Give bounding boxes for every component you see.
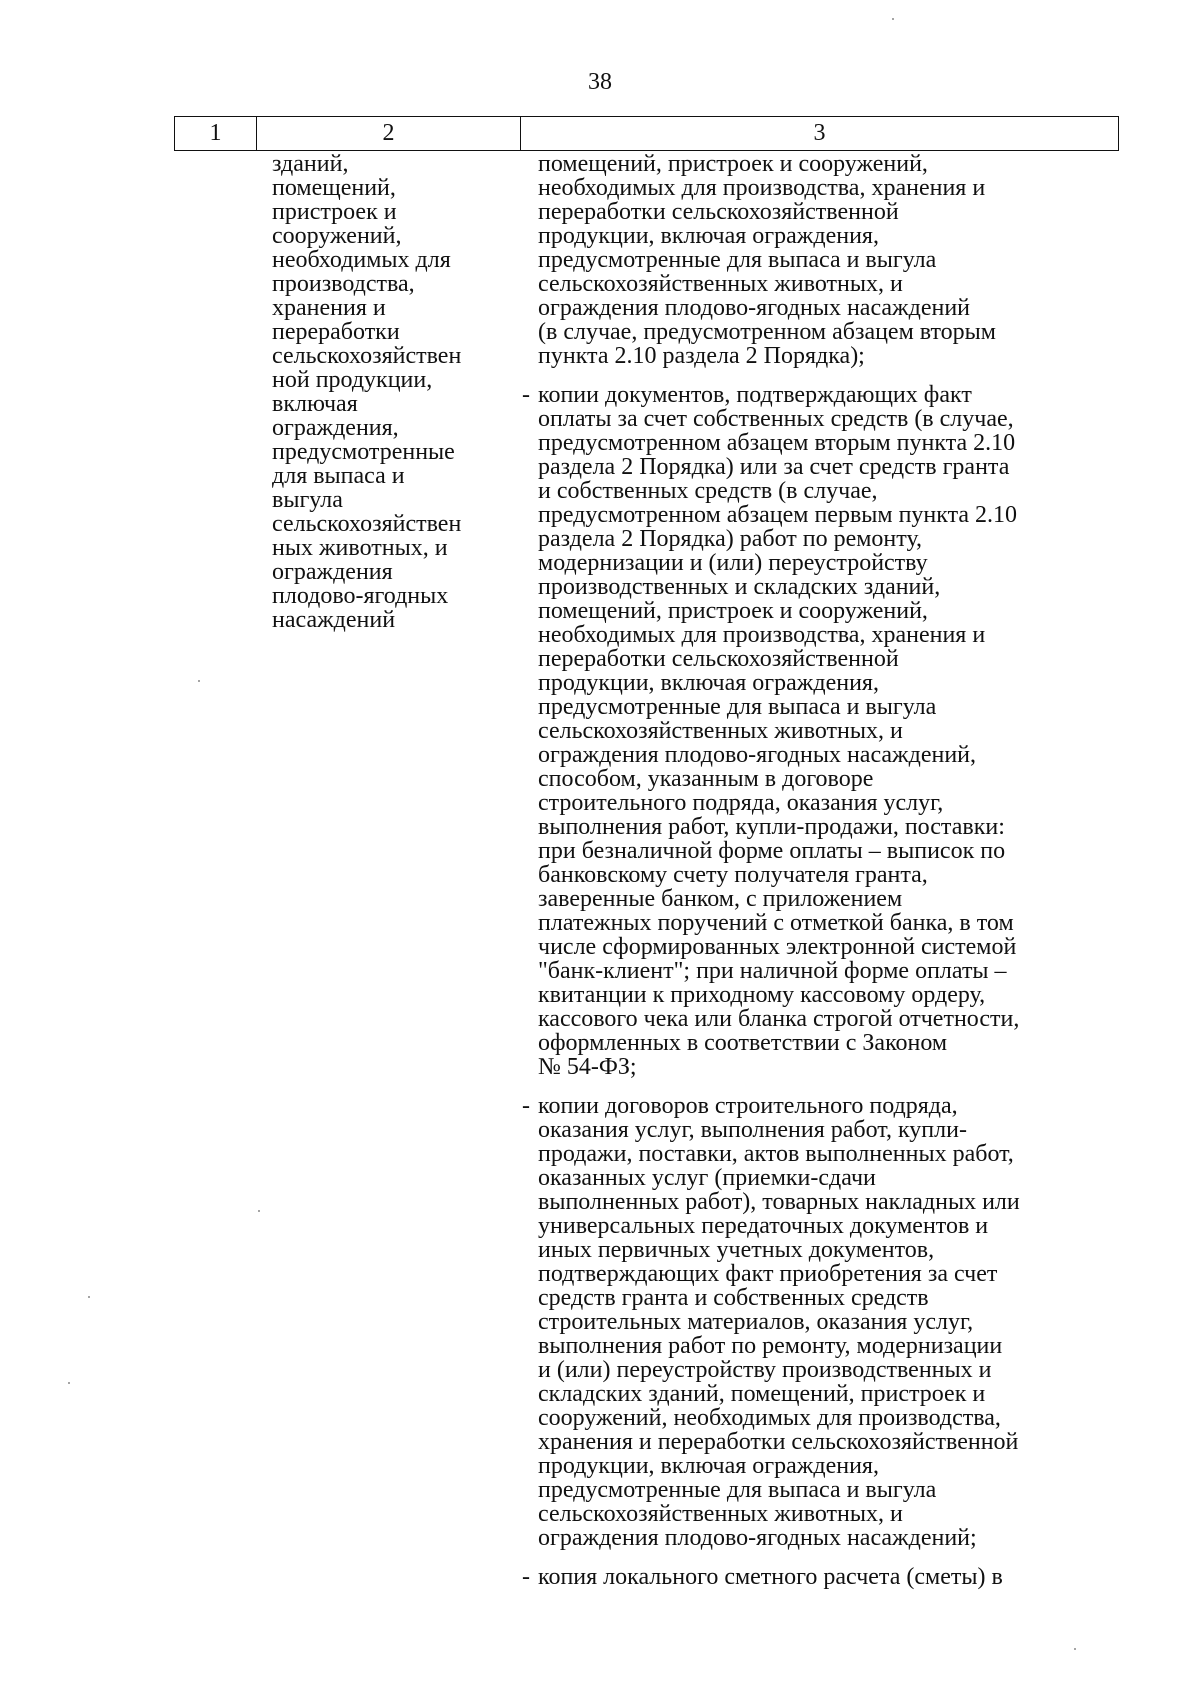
column3-line: оформленных в соответствии с Законом bbox=[538, 1030, 948, 1056]
column3-line: подтверждающих факт приобретения за счет bbox=[538, 1261, 998, 1287]
column3-paragraph-1 bbox=[522, 152, 1122, 368]
column3-line: переработки сельскохозяйственной bbox=[538, 199, 899, 225]
column3-line: ограждения плодово-ягодных насаждений, bbox=[538, 742, 977, 768]
column3-line: продукции, включая ограждения, bbox=[538, 670, 879, 696]
column2-line: сельскохозяйствен bbox=[272, 343, 462, 369]
column2-line: включая bbox=[272, 391, 358, 417]
column3-line: оказанных услуг (приемки-сдачи bbox=[538, 1165, 876, 1191]
column3-line: способом, указанным в договоре bbox=[538, 766, 874, 792]
column3-line: при безналичной форме оплаты – выписок по bbox=[538, 838, 1006, 864]
column3-line: предусмотренные для выпаса и выгула bbox=[538, 1477, 937, 1503]
column2-line: предусмотренные bbox=[272, 439, 455, 465]
column3-line: выполненных работ), товарных накладных или bbox=[538, 1189, 1020, 1215]
column3-line: и собственных средств (в случае, bbox=[538, 478, 878, 504]
column2-line: помещений, bbox=[272, 175, 396, 201]
scan-speck bbox=[892, 18, 894, 20]
column3-line: копия локального сметного расчета (сметы) в bbox=[538, 1564, 1003, 1590]
column3-line: строительных материалов, оказания услуг, bbox=[538, 1309, 974, 1335]
column3-line: иных первичных учетных документов, bbox=[538, 1237, 935, 1263]
column3-line: строительного подряда, оказания услуг, bbox=[538, 790, 944, 816]
scan-speck bbox=[258, 1210, 260, 1212]
column3-line: числе сформированных электронной системой bbox=[538, 934, 1017, 960]
column3-line: и (или) переустройству производственных и bbox=[538, 1357, 992, 1383]
column3-line: оказания услуг, выполнения работ, купли- bbox=[538, 1117, 967, 1143]
column3-line: сельскохозяйственных животных, и bbox=[538, 271, 903, 297]
list-dash: - bbox=[522, 1564, 530, 1590]
table-header-col-3: 3 bbox=[813, 120, 826, 146]
column2-line: сельскохозяйствен bbox=[272, 511, 462, 537]
list-dash: - bbox=[522, 1093, 530, 1119]
column3-line: квитанции к приходному кассовому ордеру, bbox=[538, 982, 986, 1008]
column3-line: помещений, пристроек и сооружений, bbox=[538, 151, 928, 177]
column2-line: ограждения bbox=[272, 559, 393, 585]
table-header-row bbox=[174, 116, 1119, 151]
column3-paragraph-3 bbox=[522, 1094, 1122, 1550]
column2-line: ных животных, и bbox=[272, 535, 448, 561]
column3-line: оплаты за счет собственных средств (в случае, bbox=[538, 406, 1014, 432]
column3-line: необходимых для производства, хранения и bbox=[538, 622, 986, 648]
column2-line: выгула bbox=[272, 487, 343, 513]
column3-line: кассового чека или бланка строгой отчетности, bbox=[538, 1006, 1020, 1032]
column3-line: необходимых для производства, хранения и bbox=[538, 175, 986, 201]
column3-line: предусмотренном абзацем вторым пункта 2.10 bbox=[538, 430, 1016, 456]
column3-line: складских зданий, помещений, пристроек и bbox=[538, 1381, 986, 1407]
column3-line: "банк-клиент"; при наличной форме оплаты – bbox=[538, 958, 1007, 984]
column3-line: (в случае, предусмотренном абзацем вторым bbox=[538, 319, 996, 345]
column3-line: раздела 2 Порядка) или за счет средств гранта bbox=[538, 454, 1010, 480]
column2-line: ограждения, bbox=[272, 415, 399, 441]
column3-line: пункта 2.10 раздела 2 Порядка); bbox=[538, 343, 865, 369]
column3-line: предусмотренные для выпаса и выгула bbox=[538, 247, 937, 273]
column3-line: сельскохозяйственных животных, и bbox=[538, 718, 903, 744]
column3-line: производственных и складских зданий, bbox=[538, 574, 941, 600]
scan-speck bbox=[1074, 1648, 1076, 1650]
column3-line: № 54-ФЗ; bbox=[538, 1054, 637, 1080]
table-column-2 bbox=[272, 152, 522, 632]
column3-line: средств гранта и собственных средств bbox=[538, 1285, 929, 1311]
column3-line: продукции, включая ограждения, bbox=[538, 1453, 879, 1479]
column2-line: переработки bbox=[272, 319, 400, 345]
page-number: 38 bbox=[588, 69, 612, 95]
list-dash: - bbox=[522, 382, 530, 408]
column2-line: насаждений bbox=[272, 607, 396, 633]
column2-line: плодово-ягодных bbox=[272, 583, 449, 609]
column3-line: копии документов, подтверждающих факт bbox=[538, 382, 972, 408]
column3-line: банковскому счету получателя гранта, bbox=[538, 862, 928, 888]
column3-line: предусмотренном абзацем первым пункта 2.10 bbox=[538, 502, 1018, 528]
column3-line: предусмотренные для выпаса и выгула bbox=[538, 694, 937, 720]
column3-line: заверенные банком, с приложением bbox=[538, 886, 903, 912]
column2-line: ной продукции, bbox=[272, 367, 433, 393]
column2-line: пристроек и bbox=[272, 199, 397, 225]
column3-line: копии договоров строительного подряда, bbox=[538, 1093, 958, 1119]
column3-line: выполнения работ по ремонту, модернизации bbox=[538, 1333, 1003, 1359]
column3-line: ограждения плодово-ягодных насаждений bbox=[538, 295, 971, 321]
column3-line: продукции, включая ограждения, bbox=[538, 223, 879, 249]
column3-line: продажи, поставки, актов выполненных работ, bbox=[538, 1141, 1014, 1167]
column2-line: хранения и bbox=[272, 295, 386, 321]
column3-line: универсальных передаточных документов и bbox=[538, 1213, 989, 1239]
column3-line: выполнения работ, купли-продажи, поставки: bbox=[538, 814, 1005, 840]
table-column-3 bbox=[522, 152, 1122, 1589]
column3-line: платежных поручений с отметкой банка, в том bbox=[538, 910, 1014, 936]
table-header-col-1: 1 bbox=[175, 117, 257, 150]
column3-paragraph-4 bbox=[522, 1565, 1122, 1589]
column3-line: ограждения плодово-ягодных насаждений; bbox=[538, 1525, 977, 1551]
table-header-col-2: 2 bbox=[257, 117, 521, 150]
column3-line: помещений, пристроек и сооружений, bbox=[538, 598, 928, 624]
column3-line: модернизации и (или) переустройству bbox=[538, 550, 928, 576]
column2-line: необходимых для bbox=[272, 247, 451, 273]
column3-line: переработки сельскохозяйственной bbox=[538, 646, 899, 672]
column2-line: сооружений, bbox=[272, 223, 402, 249]
column2-line: зданий, bbox=[272, 151, 349, 177]
column3-line: сельскохозяйственных животных, и bbox=[538, 1501, 903, 1527]
column3-line: хранения и переработки сельскохозяйственной bbox=[538, 1429, 1019, 1455]
scan-speck bbox=[88, 1296, 90, 1298]
column3-line: сооружений, необходимых для производства, bbox=[538, 1405, 1001, 1431]
column3-line: раздела 2 Порядка) работ по ремонту, bbox=[538, 526, 923, 552]
column2-line: производства, bbox=[272, 271, 415, 297]
column2-line: для выпаса и bbox=[272, 463, 405, 489]
column3-paragraph-2 bbox=[522, 383, 1122, 1079]
scan-speck bbox=[198, 680, 200, 682]
scan-speck bbox=[68, 1382, 70, 1384]
